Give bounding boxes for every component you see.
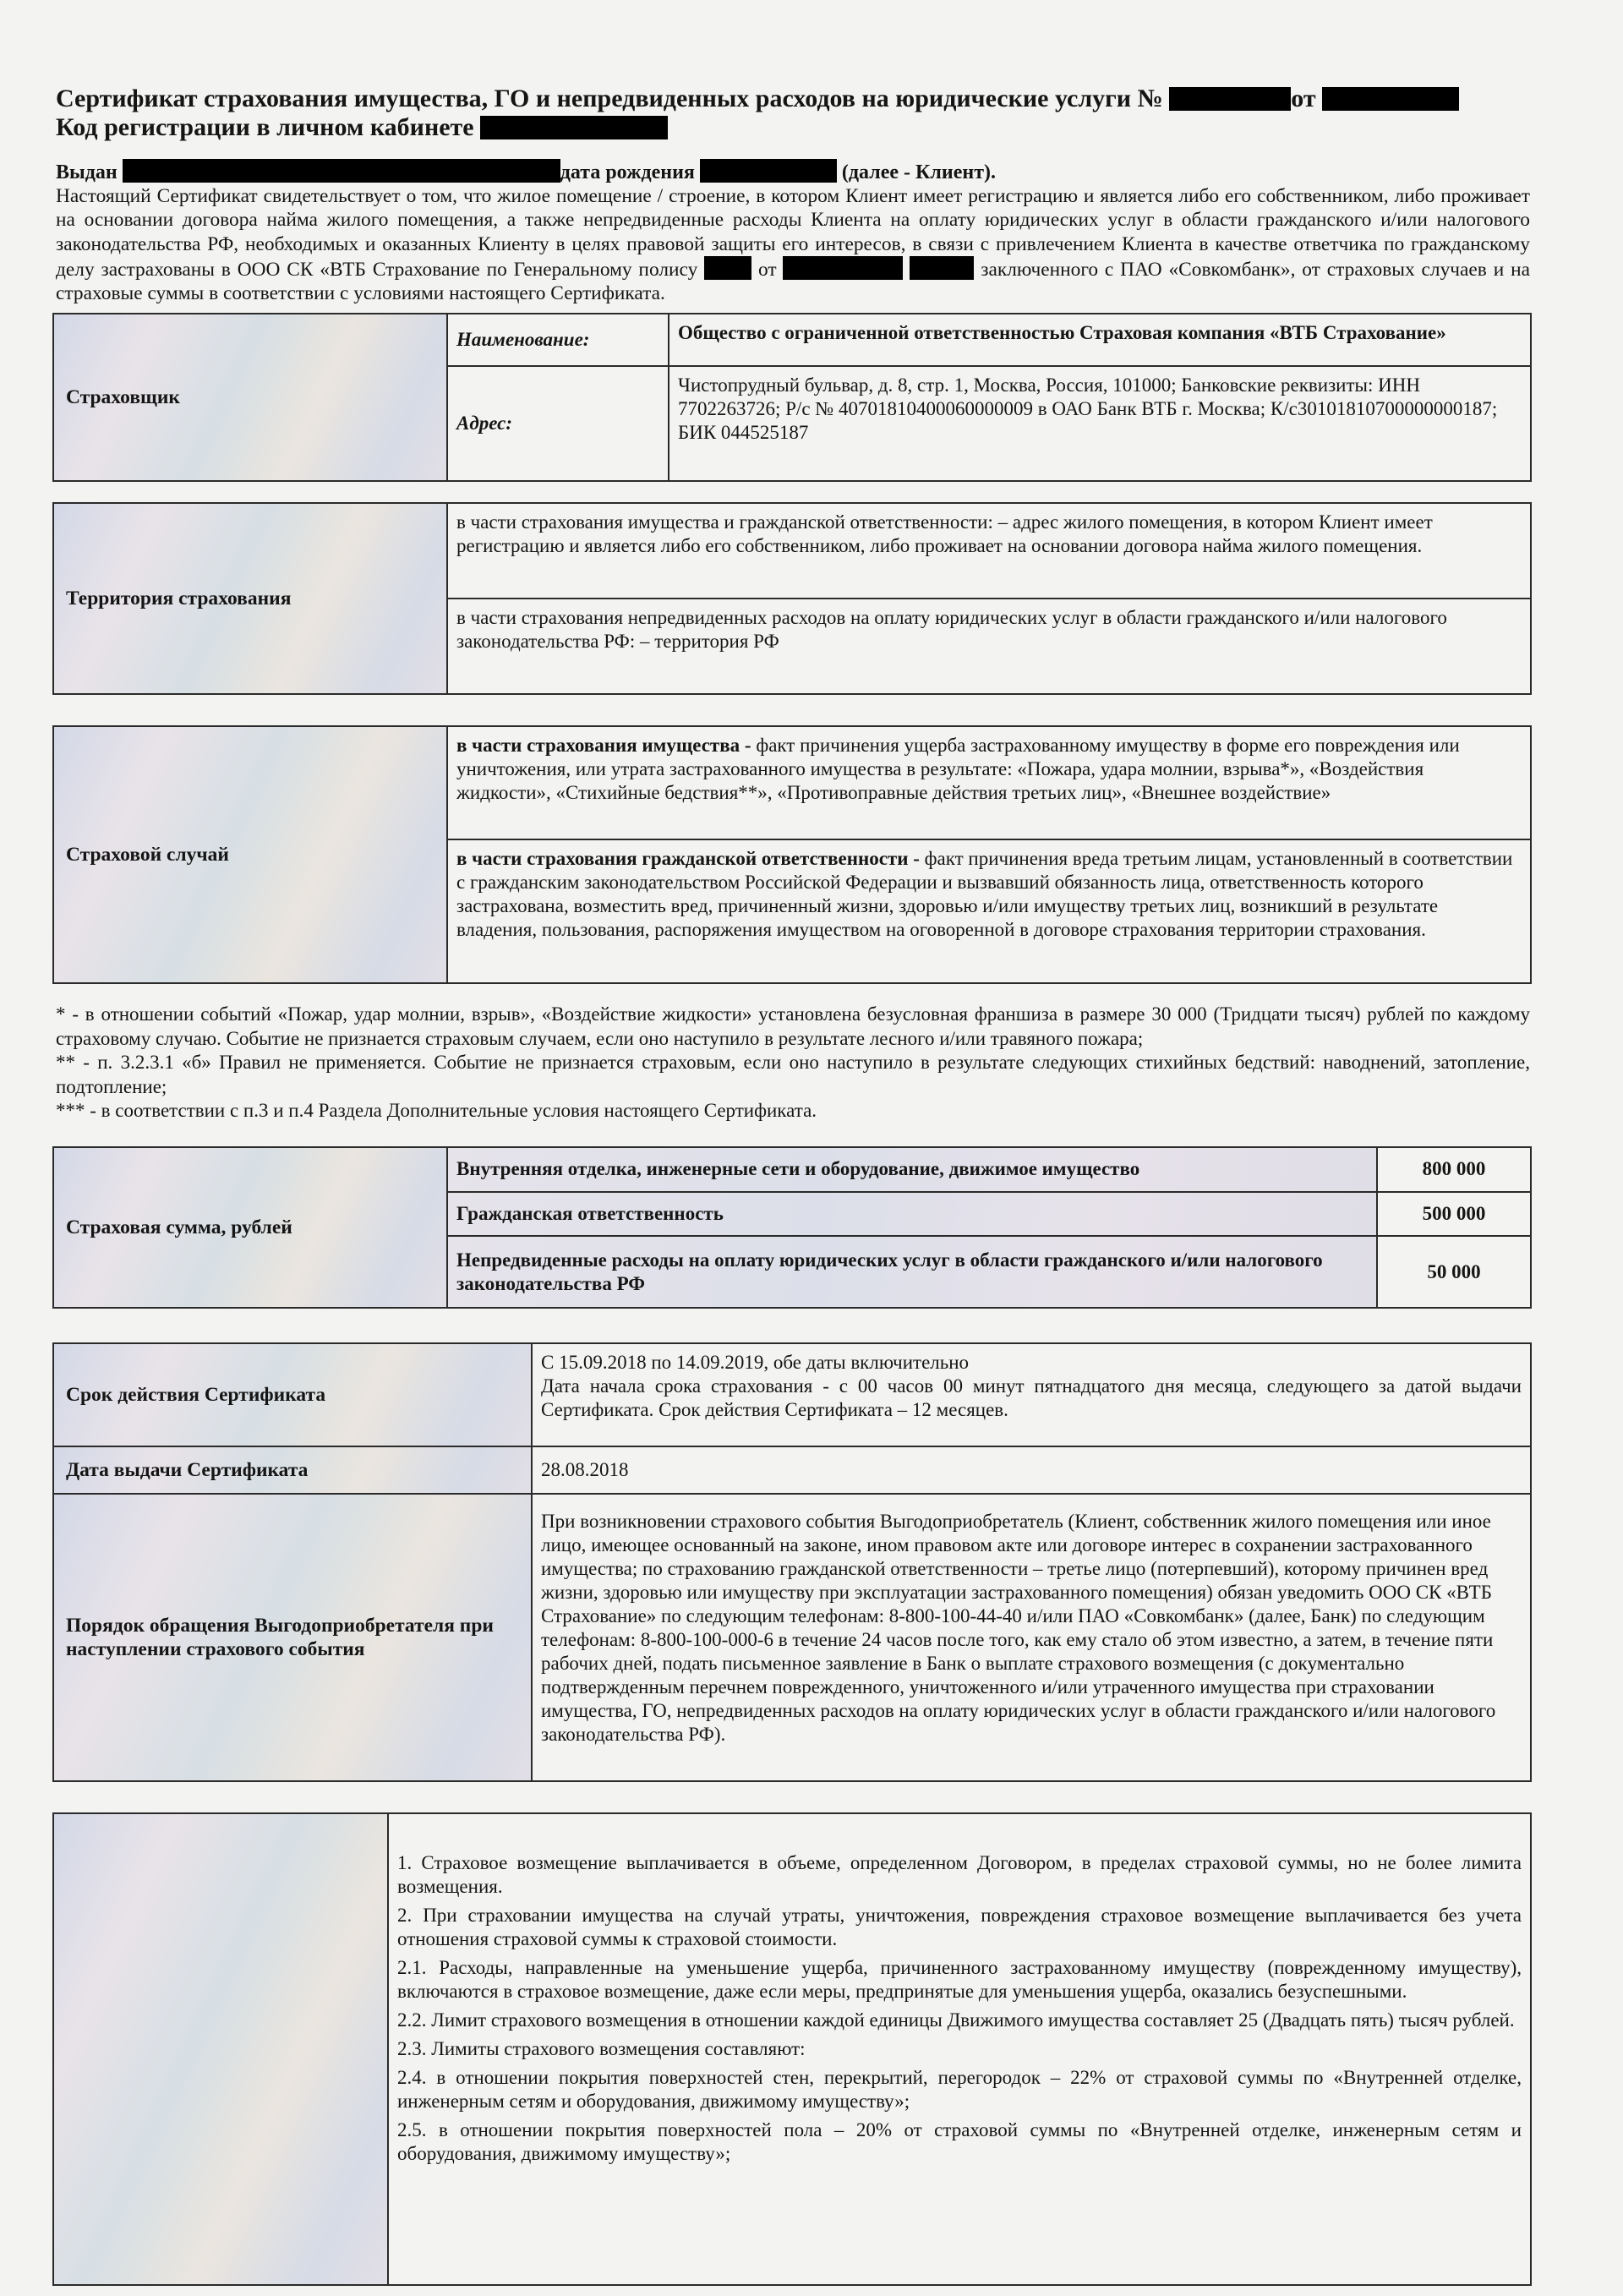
sum-row-2-name: Гражданская ответственность [447,1192,1377,1237]
intro-text-1: Настоящий Сертификат свидетельствует о том, что жилое помещение / строение, в котором Клиент имеет регистрацию и является либо его собственником, либо проживает на основании договора найма жилого помещения, а также непредвиденные расходы Клиента на оплату юридических услуг в области гражданского и/или налогового законодательства РФ, необходимых и оказанных Клиенту в целях правовой защиты его интересов, в связи с привлечением Клиента в качестве ответчика по гражданскому делу застрахованы в ООО СК «ВТБ Страхование по Генеральному полису [56,185,1530,281]
territory-table [52,502,1532,695]
footnote-2: ** - п. 3.2.3.1 «б» Правил не применяется. Событие не признается страховым, если оно наступило в результате следующих стихийных бедствий: наводнений, затопление, подтопление; [56,1052,1530,1097]
insured-event-row-2 [447,839,1531,983]
intro-paragraph [56,159,1530,305]
limit-item-2-3: 2.3. Лимиты страхового возмещения составляют: [397,2038,806,2059]
sum-row-1-amount: 800 000 [1377,1147,1531,1192]
redacted-birth-date [700,159,837,183]
limit-item-1: 1. Страховое возмещение выплачивается в объеме, определенном Договором, в пределах страховой суммы, но не более лимита возмещения. [397,1852,1522,1897]
birth-date-label: дата рождения [560,161,695,183]
insured-event-row-1 [447,726,1531,839]
limits-list [388,1813,1531,2285]
insured-event-table [52,725,1532,984]
sum-row-2-amount: 500 000 [1377,1192,1531,1237]
certificate-title [56,85,1544,142]
sums-label: Страховая сумма, рублей [53,1147,447,1308]
sums-table [52,1146,1532,1309]
insurer-name-value: Общество с ограниченной ответственностью Страховая компания «ВТБ Страхование» [669,314,1531,366]
limit-item-2-4: 2.4. в отношении покрытия поверхностей стен, перекрытий, перегородок – 22% от страховой суммы по «Внутренней отделке, инженерным сетям и оборудования, движимому имуществу»; [397,2067,1522,2112]
insurer-address-value: Чистопрудный бульвар, д. 8, стр. 1, Москва, Россия, 101000; Банковские реквизиты: ИНН 7702263726; Р/с № 40701810400060000009 в ОАО Банк ВТБ г. Москва; К/с30101810700000000187; БИК 044525187 [669,366,1531,481]
validity-table [52,1342,1532,1782]
limit-item-2-2: 2.2. Лимит страхового возмещения в отношении каждой единицы Движимого имущества составляет 25 (Двадцать пять) тысяч рублей. [397,2009,1515,2031]
event-row2-text: факт причинения вреда третьим лицам, установленный в соответствии с гражданским законодательством Российской Федерации и вызвавший обязанность лица, ответственность которого застрахована, возместить вред, причиненный жизни, здоровью и/или имуществу третьих лиц, возникший в результате владения, пользования, распоряжения имуществом на оговоренной в договоре страхования территории страхования. [456,847,1513,940]
footnote-3: *** - в соответствии с п.3 и п.4 Раздела Дополнительные условия настоящего Сертификата. [56,1100,817,1121]
event-row2-bold: в части страхования гражданской ответственности - [456,847,920,869]
limit-item-2: 2. При страховании имущества на случай утраты, уничтожения, повреждения страховое возмещение выплачивается без учета отношения страховой суммы к страховой стоимости. [397,1905,1522,1949]
redacted-date [1322,87,1459,111]
redacted-number [1169,87,1291,111]
redacted-policy-ext [910,256,974,280]
client-note: (далее - Клиент). [841,161,996,183]
issued-label: Выдан [56,161,117,183]
redacted-policy-date [783,256,903,280]
redacted-code [480,116,668,139]
procedure-text: При возникновении страхового события Выгодоприобретатель (Клиент, собственник жилого помещения или иное лицо, имеющее основанный на законе, ином правовом акте или договоре интерес в сохранении застрахованного имущества; по страхованию гражданской ответственности – третье лицо (потерпевший), которому причинен вред жизни, здоровью или имуществу при эксплуатации застрахованного помещения) обязан уведомить ООО СК «ВТБ Страхование» по следующим телефонам: 8-800-100-44-40 и/или ПАО «Совкомбанк» (далее, Банк) по следующим телефонам: 8-800-100-000-6 в течение 24 часов после того, как ему стало об этом известно, а затем, в течение пяти рабочих дней, подать письменное заявление в Банк о выплате страхового возмещения (с документально подтвержденным перечнем поврежденного, уничтоженного и/или утраченного имущества при страховании имущества, ГО, непредвиденных расходов на оплату юридических услуг в области гражданского и/или налогового законодательства РФ). [532,1494,1531,1781]
issue-date-value: 28.08.2018 [532,1446,1531,1494]
sum-row-1-name: Внутренняя отделка, инженерные сети и оборудование, движимое имущество [447,1147,1377,1192]
limits-table [52,1812,1532,2286]
insurer-label: Страховщик [53,314,447,481]
title-line-1: Сертификат страхования имущества, ГО и непредвиденных расходов на юридические услуги № [56,85,1163,112]
territory-row-1: в части страхования имущества и гражданской ответственности: – адрес жилого помещения, в котором Клиент имеет регистрацию и является либо его собственником, либо проживает на основании договора найма жилого помещения. [447,503,1531,599]
limits-label-cell [53,1813,388,2285]
footnote-1: * - в отношении событий «Пожар, удар молнии, взрыв», «Воздействие жидкости» установлена безусловная франшиза в размере 30 000 (Тридцати тысяч) рублей по каждому страховому случаю. Событие не признается страховым случаем, если оно наступило в результате лесного и/или травяного пожара; [56,1003,1530,1049]
validity-line-2: Дата начала срока страхования - с 00 часов 00 минут пятнадцатого дня месяца, следующего за датой выдачи Сертификата. Срок действия Сертификата – 12 месяцев. [541,1375,1522,1420]
event-row1-text: факт причинения ущерба застрахованному имуществу в форме его повреждения или уничтожения, или утрата застрахованного имущества в результате: «Пожара, удара молнии, взрыва*», «Воздействия жидкости», «Стихийные бедствия**», «Противоправные действия третьих лиц», «Внешнее воздействие» [456,735,1460,803]
redacted-name [123,159,560,183]
territory-label: Территория страхования [53,503,447,694]
insurer-name-label: Наименование: [447,314,669,366]
event-row1-bold: в части страхования имущества - [456,735,751,756]
redacted-policy [704,256,751,280]
limit-item-2-5: 2.5. в отношении покрытия поверхностей пола – 20% от страховой суммы по «Внутренней отделке, инженерным сетям и оборудования, движимому имуществу»; [397,2119,1522,2164]
insurer-address-label: Адрес: [447,366,669,481]
insurer-table [52,313,1532,482]
validity-line-1: С 15.09.2018 по 14.09.2019, обе даты включительно [541,1352,970,1373]
limit-item-2-1: 2.1. Расходы, направленные на уменьшение ущерба, причиненного застрахованному имуществу (поврежденному имуществу), включаются в страховое возмещение, даже если меры, предпринятые для уменьшения ущерба, оказались безуспешными. [397,1957,1522,2002]
territory-row-2: в части страхования непредвиденных расходов на оплату юридических услуг в области гражданского и/или налогового законодательства РФ: – территория РФ [447,599,1531,694]
insured-event-label: Страховой случай [53,726,447,983]
footnotes [56,1003,1530,1123]
registration-code-label: Код регистрации в личном кабинете [56,113,474,141]
validity-label: Срок действия Сертификата [53,1343,532,1446]
procedure-label: Порядок обращения Выгодоприобретателя при наступлении страхового события [53,1494,532,1781]
validity-value [532,1343,1531,1446]
title-from: от [1291,85,1316,112]
sum-row-3-amount: 50 000 [1377,1236,1531,1308]
intro-text-from: от [758,258,777,281]
sum-row-3-name: Непредвиденные расходы на оплату юридических услуг в области гражданского и/или налогового законодательства РФ [447,1236,1377,1308]
issue-date-label: Дата выдачи Сертификата [53,1446,532,1494]
intro-text-2: заключенного с ПАО «Совкомбанк», от страховых случаев и на страховые суммы в соответствии с условиями настоящего Сертификата. [56,258,1530,305]
